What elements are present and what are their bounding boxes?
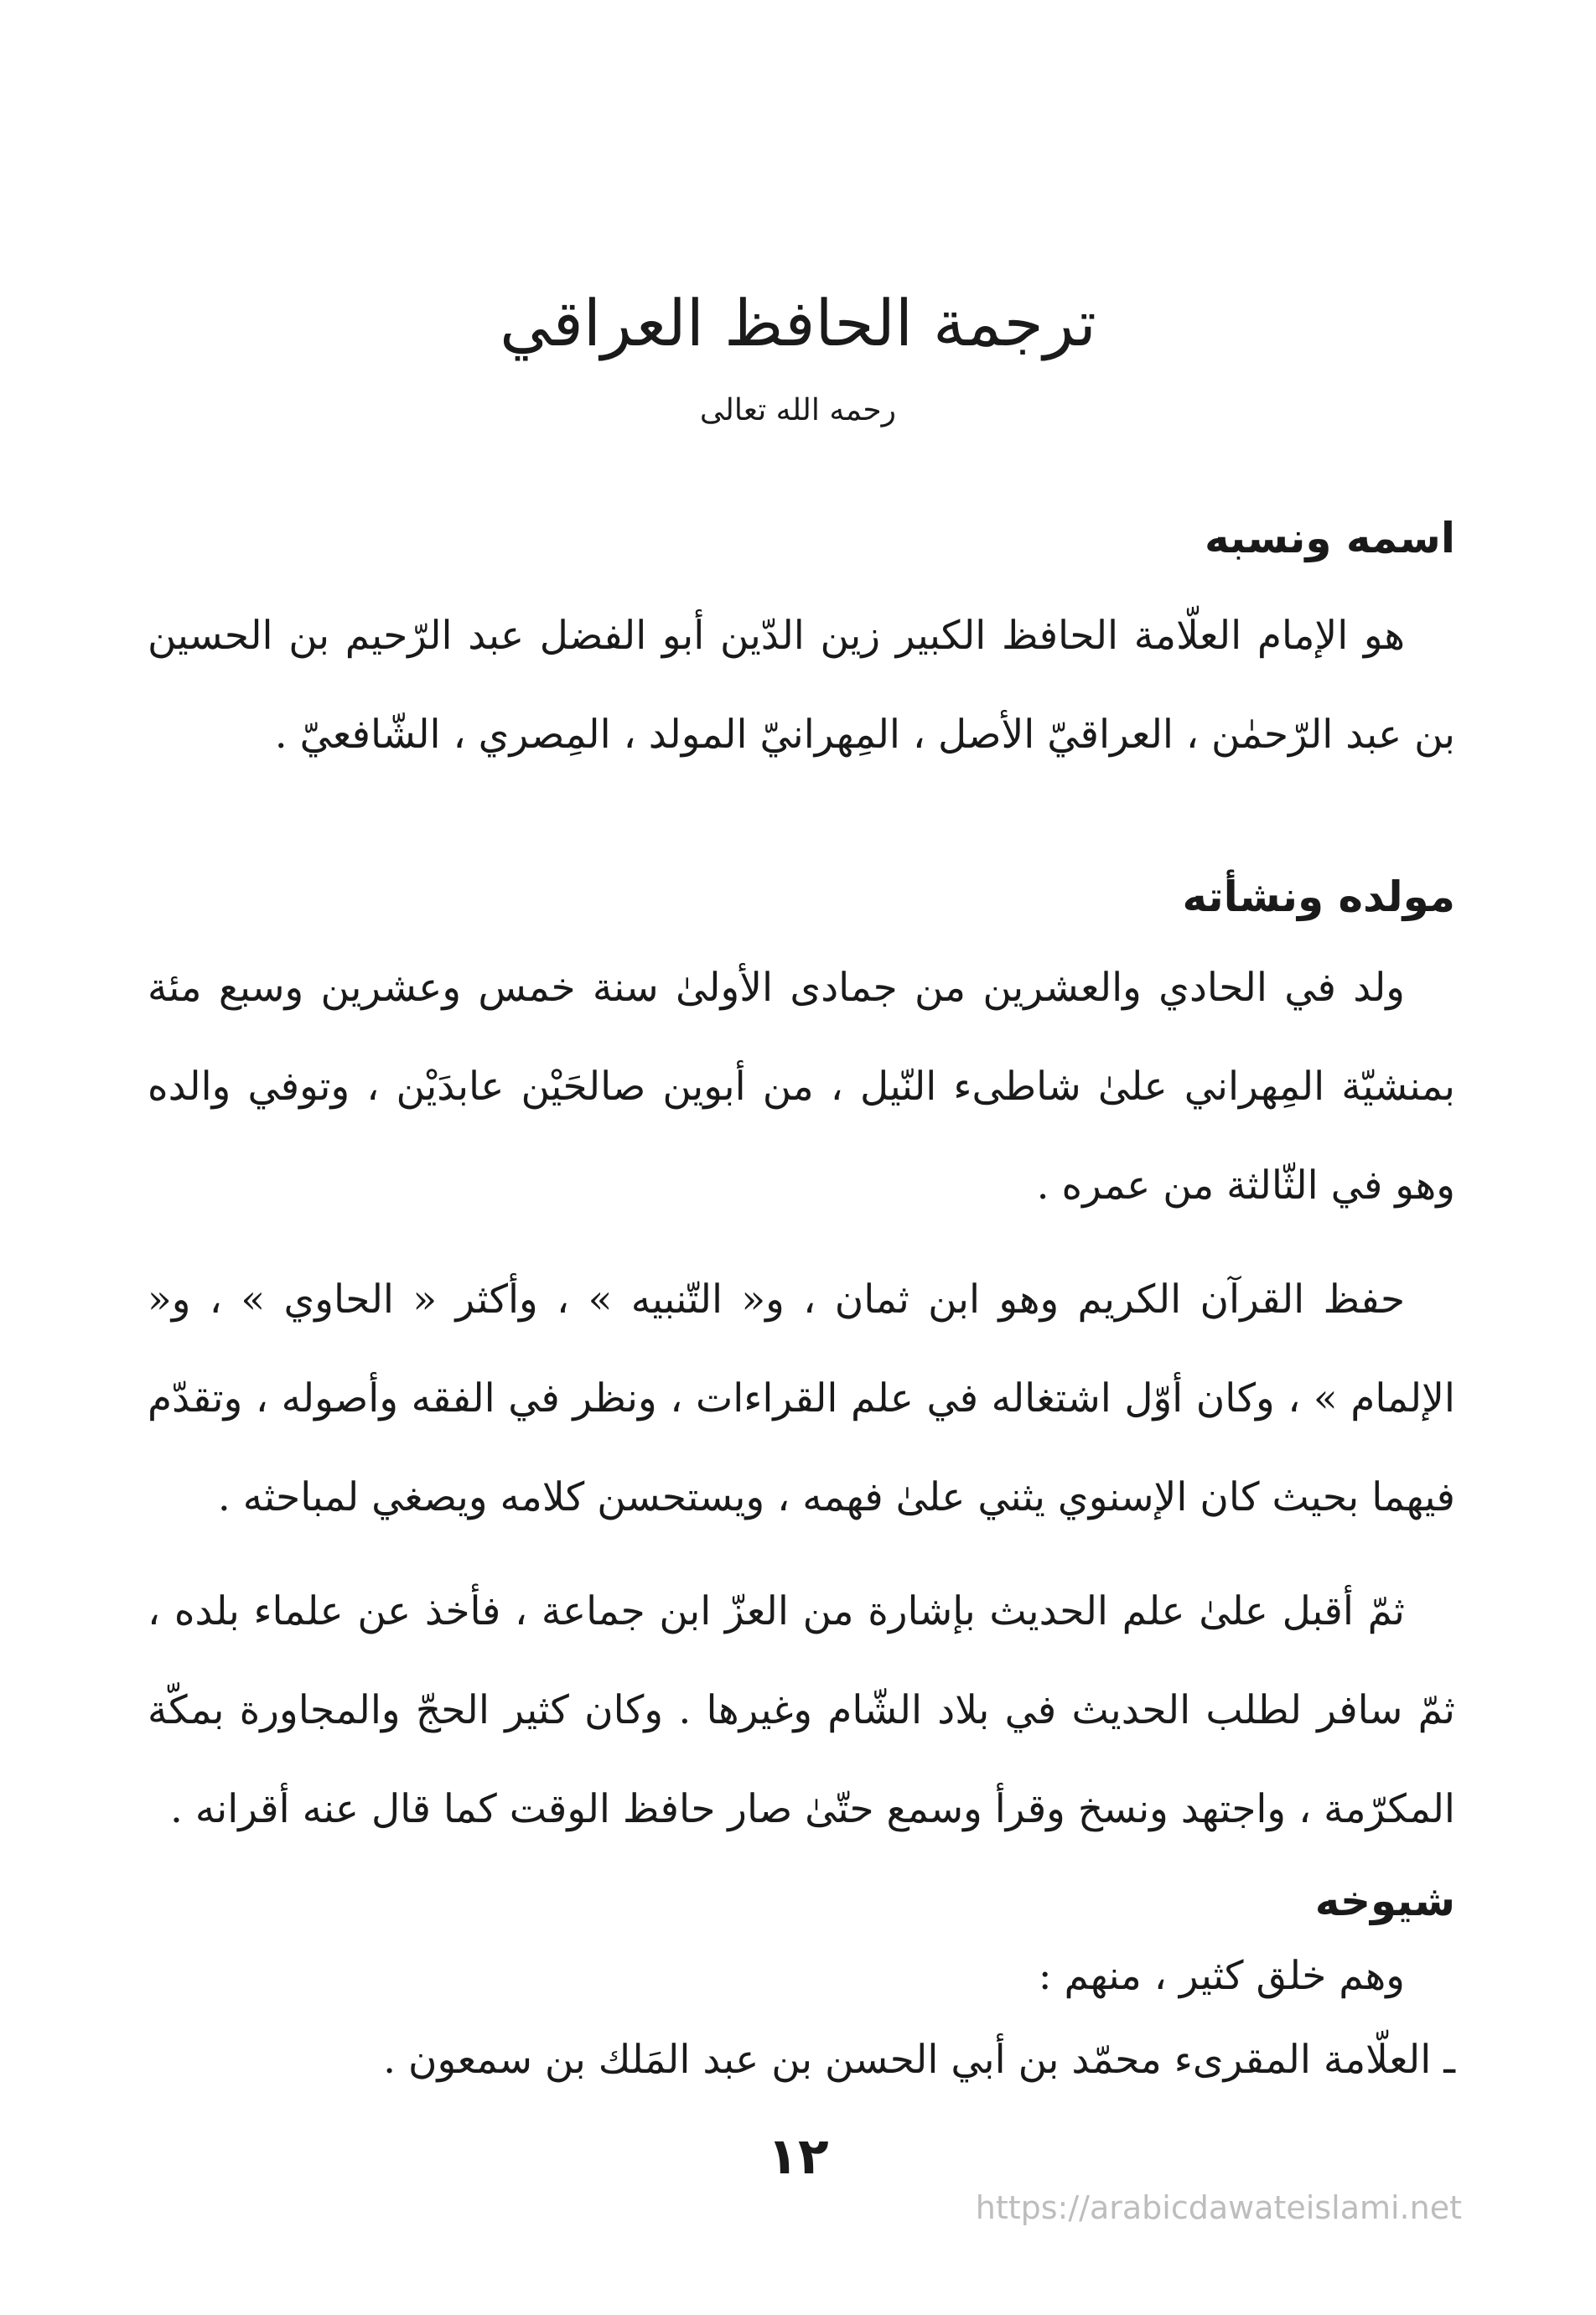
watermark-url: https://arabicdawateislami.net [975,2189,1462,2226]
section-heading-teachers: شيوخه [1314,1877,1455,1925]
teachers-intro-line: وهم خلق كثير ، منهم : [1038,1953,1405,1999]
section-heading-birth-upbringing: مولده ونشأته [1182,873,1455,921]
page-title: ترجمة الحافظ العراقي [500,286,1096,360]
page-number: ١٢ [767,2127,829,2186]
section-body-birth-upbringing [148,939,1455,1859]
teacher-list-item: ـ العلّامة المقرىء محمّد بن أبي الحسن بن عبد المَلك بن سمعون . [383,2037,1455,2083]
section-body-name-lineage [148,587,1455,785]
paragraph: حفظ القرآن الكريم وهو ابن ثمان ، و« التّنبيه » ، وأكثر « الحاوي » ، و« الإلمام » ، وكان أوّل اشتغاله في علم القراءات ، ونظر في الفقه وأصوله ، وتقدّم فيهما بحيث كان الإسنوي يثني علىٰ فهمه ، ويستحسن كلامه ويصغي لمباحثه . [148,1277,1455,1520]
section-heading-name-lineage: اسمه ونسبه [1204,514,1455,562]
paragraph: ولد في الحادي والعشرين من جمادى الأولىٰ سنة خمس وعشرين وسبع مئة بمنشيّة المِهراني علىٰ شاطىء النّيل ، من أبوين صالحَيْن عابدَيْن ، وتوفي والده وهو في الثّالثة من عمره . [148,965,1455,1209]
paragraph: هو الإمام العلّامة الحافظ الكبير زين الدّين أبو الفضل عبد الرّحيم بن الحسين بن عبد الرّحمٰن ، العراقيّ الأصل ، المِهرانيّ المولد ، المِصري ، الشّافعيّ . [148,613,1455,758]
paragraph: ثمّ أقبل علىٰ علم الحديث بإشارة من العزّ ابن جماعة ، فأخذ عن علماء بلده ، ثمّ سافر لطلب الحديث في بلاد الشّام وغيرها . وكان كثير الحجّ والمجاورة بمكّة المكرّمة ، واجتهد ونسخ وقرأ وسمع حتّىٰ صار حافظ الوقت كما قال عنه أقرانه . [148,1588,1455,1832]
page-subtitle: رحمه الله تعالى [699,393,897,427]
